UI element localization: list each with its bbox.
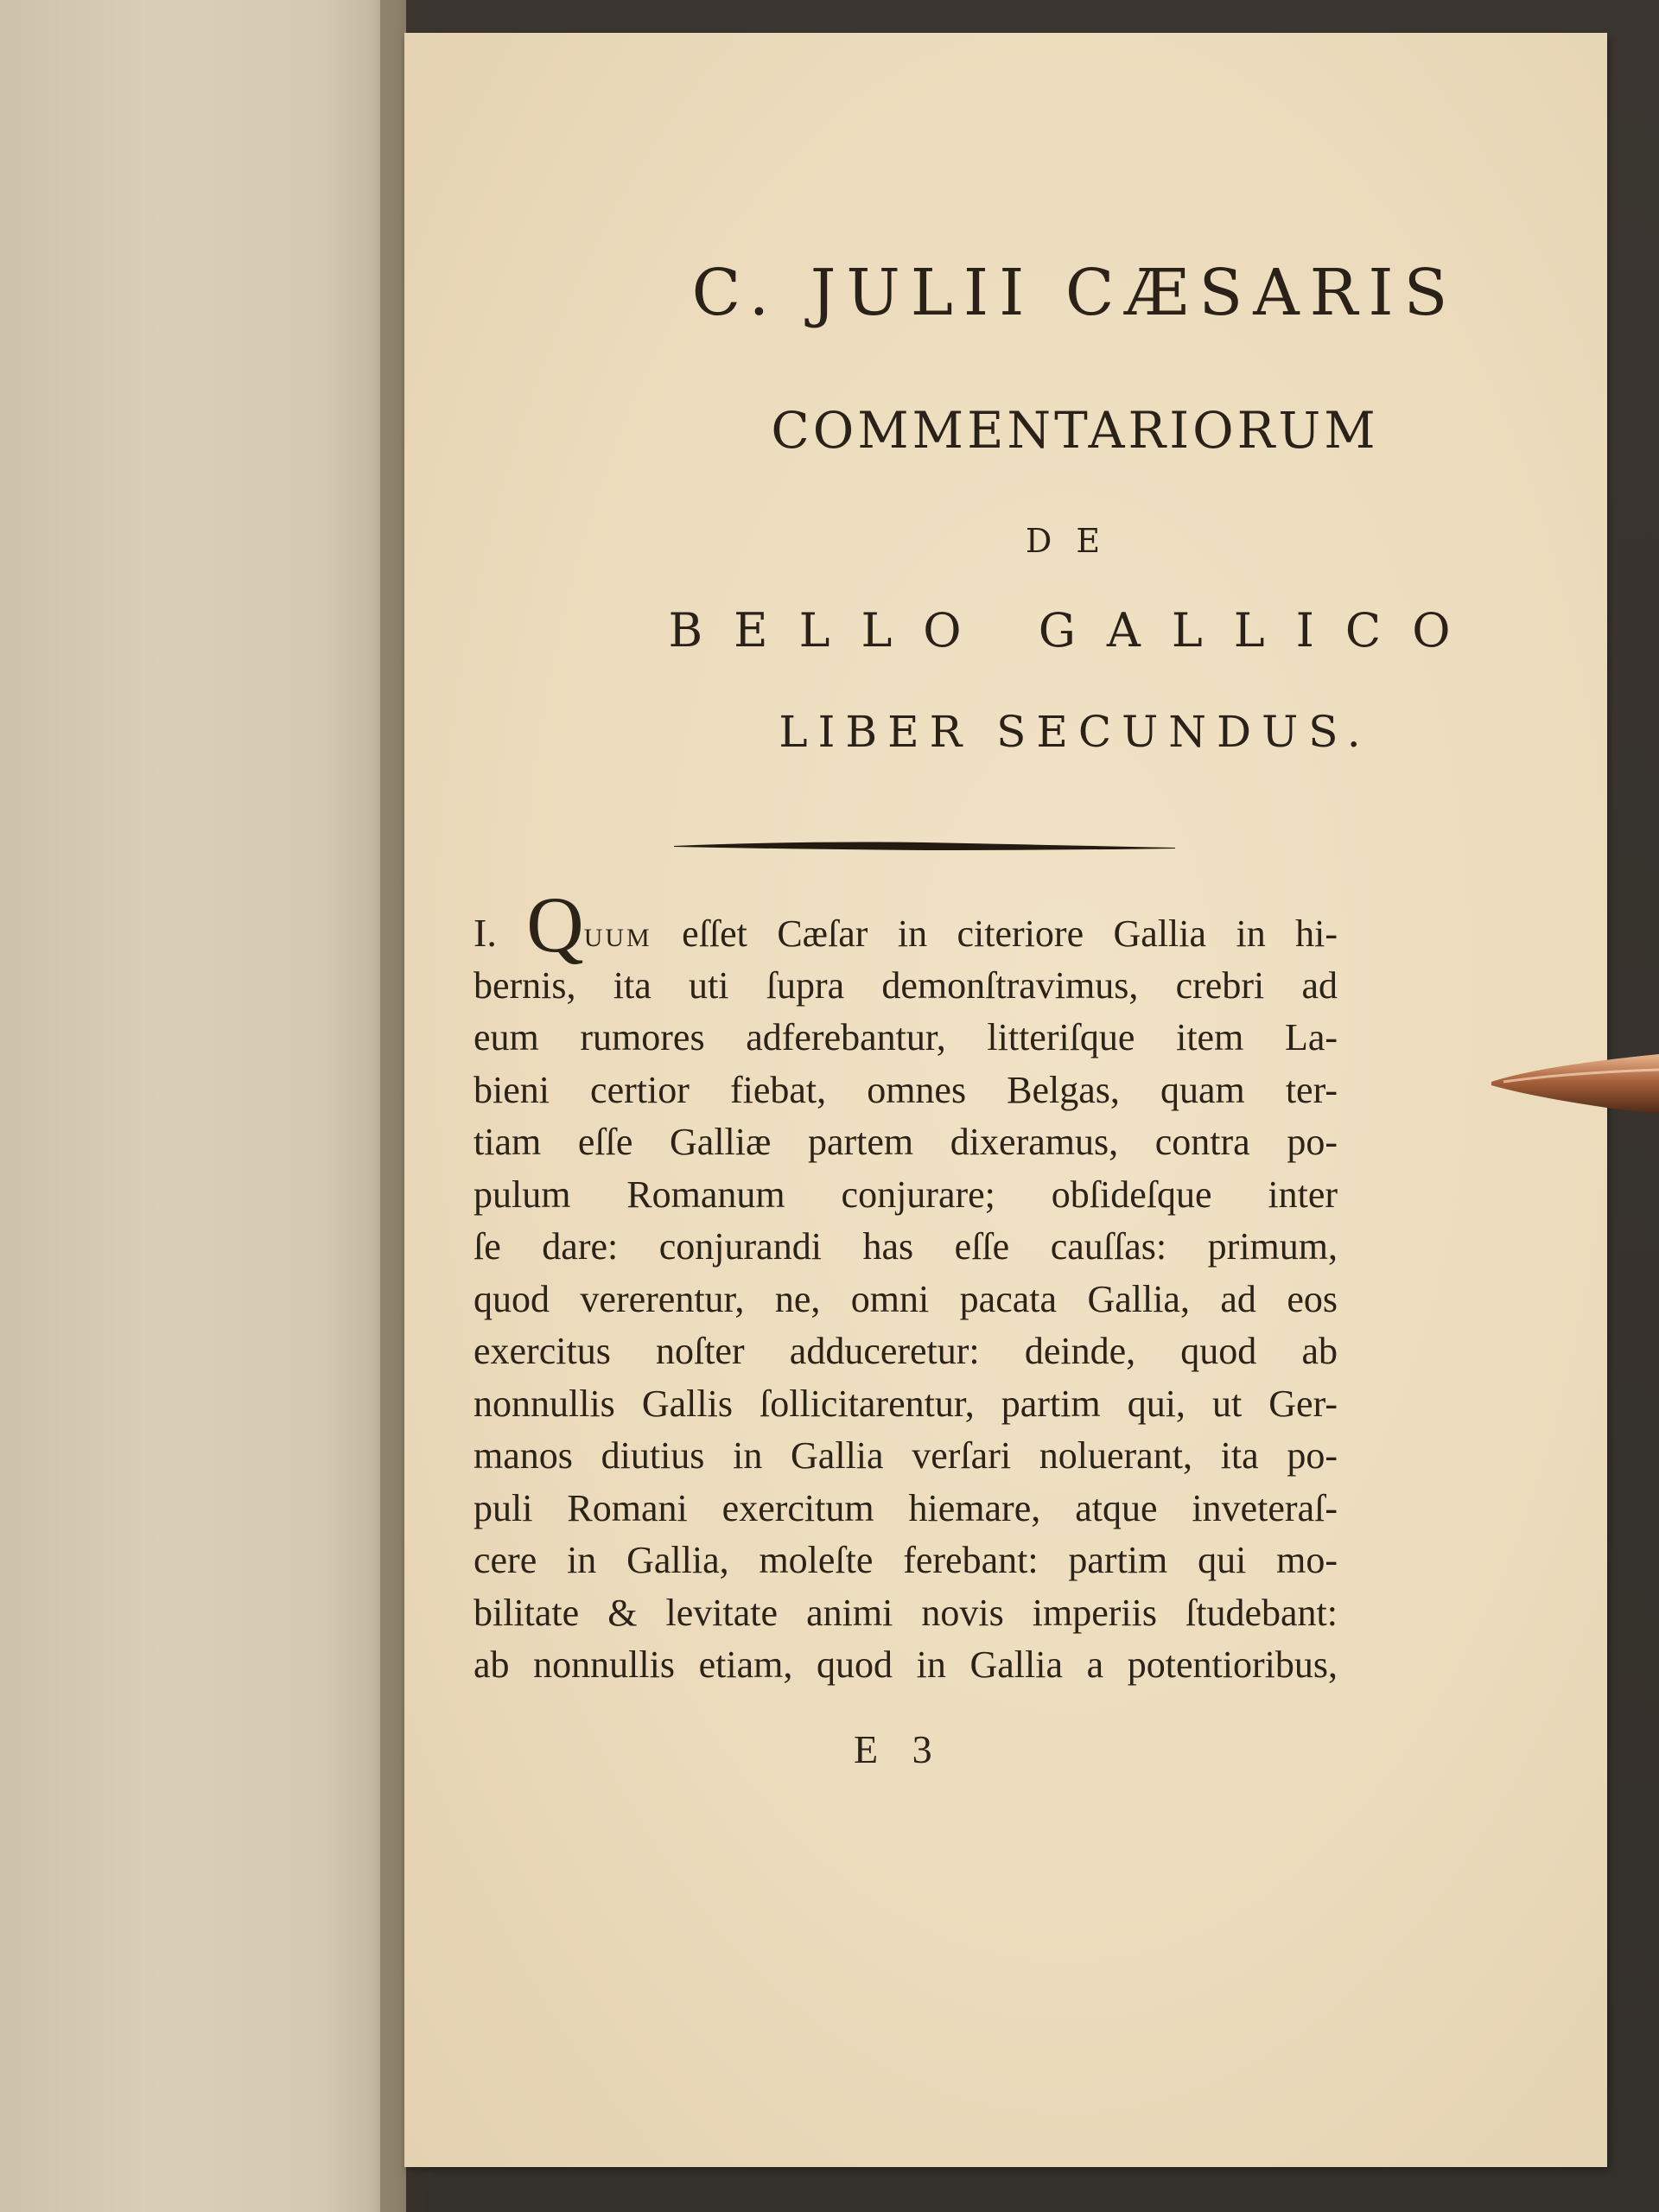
drop-cap: Q bbox=[526, 880, 584, 969]
right-page bbox=[404, 33, 1607, 2167]
ornamental-rule bbox=[674, 838, 1175, 854]
body-line: eum rumores adferebantur, litteriſque item La- bbox=[474, 1016, 1338, 1058]
body-line: ab nonnullis etiam, quod in Gallia a potentioribus, bbox=[474, 1643, 1338, 1686]
body-line: puli Romani exercitum hiemare, atque inveteraſ- bbox=[474, 1486, 1338, 1529]
title-author: C. JULII CÆSARIS bbox=[691, 256, 1459, 330]
body-line-first bbox=[474, 880, 1338, 969]
title-work: COMMENTARIORUM bbox=[771, 401, 1379, 460]
body-text bbox=[474, 880, 1338, 1692]
first-line-rest: eſſet Cæſar in citeriore Gallia in hi- bbox=[682, 912, 1338, 955]
left-page bbox=[0, 0, 406, 2212]
body-line: manos diutius in Gallia verſari noluerant, ita po- bbox=[474, 1434, 1338, 1477]
body-line: pulum Romanum conjurare; obſideſque inter bbox=[474, 1173, 1338, 1216]
title-preposition: DE bbox=[1025, 522, 1125, 560]
body-line: nonnullis Gallis ſollicitarentur, partim qui, ut Ger- bbox=[474, 1382, 1338, 1425]
small-caps-word: UUM bbox=[583, 924, 652, 952]
body-line: quod vererentur, ne, omni pacata Gallia, ad eos bbox=[474, 1277, 1338, 1320]
title-book-number: LIBER SECUNDUS. bbox=[779, 707, 1371, 757]
body-line: bilitate & levitate animi novis imperiis ſtudebant: bbox=[474, 1591, 1338, 1634]
section-number: I. bbox=[474, 911, 497, 955]
signature-mark: E 3 bbox=[854, 1727, 944, 1771]
body-line: tiam eſſe Galliæ partem dixeramus, contra po- bbox=[474, 1121, 1338, 1163]
copper-pen-nib-icon bbox=[1486, 1028, 1659, 1132]
body-line: cere in Gallia, moleſte ferebant: partim qui mo- bbox=[474, 1539, 1338, 1581]
title-subject: BELLO GALLICO bbox=[668, 603, 1482, 658]
body-line: bieni certior fiebat, omnes Belgas, quam ter- bbox=[474, 1068, 1338, 1111]
body-line: ſe dare: conjurandi has eſſe cauſſas: primum, bbox=[474, 1225, 1338, 1268]
body-line: bernis, ita uti ſupra demonſtravimus, crebri ad bbox=[474, 963, 1338, 1007]
body-line: exercitus noſter adduceretur: deinde, quod ab bbox=[474, 1330, 1338, 1372]
